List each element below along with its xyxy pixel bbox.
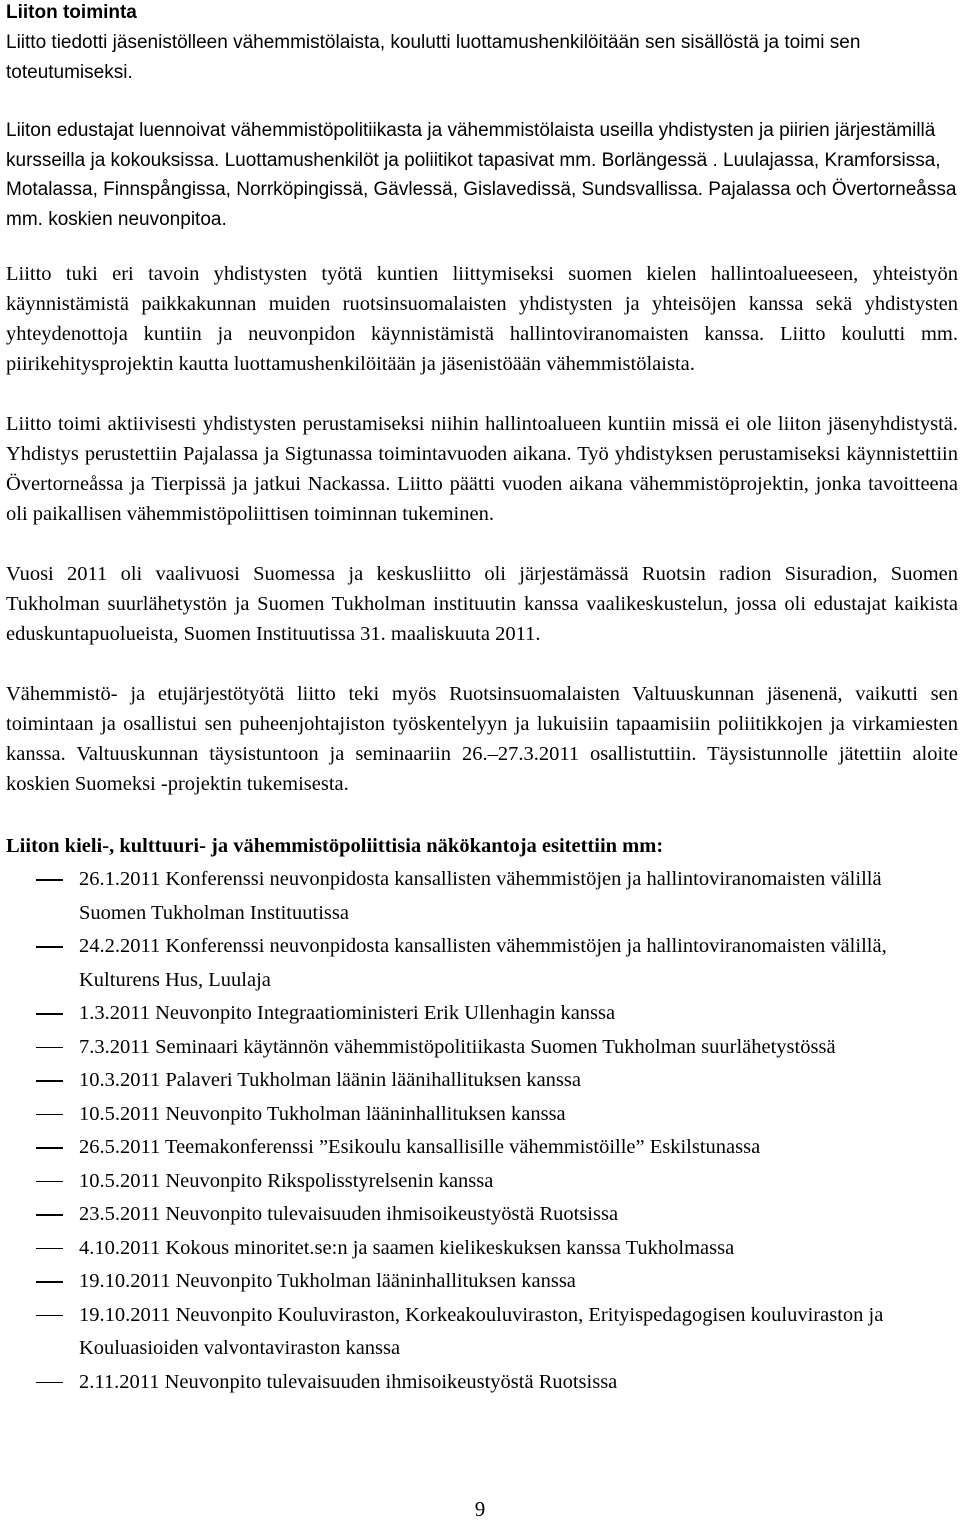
list-item [6,997,958,1031]
dash-bullet [36,1147,63,1149]
dash-bullet [36,1214,63,1216]
dash-bullet [36,1382,63,1384]
list-item [6,1265,958,1299]
list-item [6,863,958,930]
list-item [6,1098,958,1132]
dash-bullet [36,1248,63,1250]
list-item-text: 26.1.2011 Konferenssi neuvonpidosta kansallisten vähemmistöjen ja hallintoviranomaisten välillä Suomen Tukholman Instituutissa [79,868,882,924]
list-item [6,1232,958,1266]
paragraph-election-year: Vuosi 2011 oli vaalivuosi Suomessa ja keskusliitto oli järjestämässä Ruotsin radion Sisuradion, Suomen Tukholman suurlähetystön ja Suomen Tukholman instituutin kanssa vaalikeskustelun, jossa oli edustajat kaikista eduskuntapuolueista, Suomen Instituutissa 31. maaliskuuta 2011. [6,563,958,645]
dash-bullet [36,1080,63,1082]
dash-bullet [36,1047,63,1049]
list-item [6,1299,958,1366]
dash-bullet [36,946,63,948]
paragraph-founding: Liitto toimi aktiivisesti yhdistysten perustamiseksi niihin hallintoalueen kuntiin missä ei ole liiton jäsenyhdistystä. Yhdistys perustettiin Pajalassa ja Sigtunassa toimintavuoden aikana. Työ yhdistyksen perustamiseksi käynnistettiin Övertorneåssa ja Tierpissä ja jatkui Nackassa. Liitto päätti vuoden aikana vähemmistöprojektin, jonka tavoitteena oli paikallisen vähemmistöpoliittisen toiminnan tukeminen. [6,413,958,525]
list-item-text: 4.10.2011 Kokous minoritet.se:n ja saamen kielikeskuksen kanssa Tukholmassa [79,1236,735,1259]
list-item-text: 19.10.2011 Neuvonpito Tukholman lääninhallituksen kanssa [79,1270,576,1292]
list-item [6,1031,958,1065]
paragraph-delegation: Vähemmistö- ja etujärjestötyötä liitto teki myös Ruotsinsuomalaisten Valtuuskunnan jäsenenä, vaikutti sen toimintaan ja osallistui sen puheenjohtajiston työskentelyyn ja lukuisiin tapaamisiin poliitikkojen ja virkamiesten kanssa. Valtuuskunnan täysistuntoon ja seminaariin 26.–27.3.2011 osallistuttiin. Täysistunnolle jätettiin aloite koskien Suomeksi -projektin tukemisesta. [6,683,958,795]
list-item-text: 23.5.2011 Neuvonpito tulevaisuuden ihmisoikeustyöstä Ruotsissa [79,1203,619,1225]
list-item-text: 19.10.2011 Neuvonpito Kouluviraston, Korkeakouluviraston, Erityispedagogisen kouluviraston ja Kouluasioiden valvontaviraston kanssa [79,1303,884,1359]
list-item-text: 2.11.2011 Neuvonpito tulevaisuuden ihmisoikeustyöstä Ruotsissa [79,1370,618,1393]
events-list [6,863,958,1399]
page-number: 9 [474,1497,486,1521]
list-item-text: 10.5.2011 Neuvonpito Tukholman lääninhallituksen kanssa [79,1102,566,1125]
list-item-text: 24.2.2011 Konferenssi neuvonpidosta kansallisten vähemmistöjen ja hallintoviranomaisten välillä, Kulturens Hus, Luulaja [79,935,887,991]
list-item [6,930,958,997]
dash-bullet [36,1281,63,1283]
list-item-text: 10.5.2011 Neuvonpito Rikspolisstyrelsenin kanssa [79,1169,494,1192]
list-item [6,1064,958,1098]
list-item [6,1165,958,1199]
list-item [6,1198,958,1232]
dash-bullet [36,1315,63,1317]
paragraph-membership-info: Liitto tiedotti jäsenistölleen vähemmistölaista, koulutti luottamushenkilöitään sen sisällöstä ja toimi sen toteutumiseksi. [6,32,861,83]
document-page [6,0,958,1399]
dash-bullet [36,1181,63,1183]
list-item-text: 1.3.2011 Neuvonpito Integraatioministeri Erik Ullenhagin kanssa [79,1002,616,1024]
paragraph-support: Liitto tuki eri tavoin yhdistysten työtä kuntien liittymiseksi suomen kielen hallintoalueeseen, yhteistyön käynnistämistä paikkakunnan muiden ruotsinsuomalaisten yhdistysten ja yhteisöjen kanssa sekä yhdistysten yhteydenottoja kuntiin ja neuvonpidon käynnistämistä hallintoviranomaisten kanssa. Liitto koulutti mm. piirikehitysprojektin kautta luottamushenkilöitään ja jäsenistöään vähemmistölaista. [6,263,958,375]
dash-bullet [36,1114,63,1116]
list-item-text: 26.5.2011 Teemakonferenssi ”Esikoulu kansallisille vähemmistöille” Eskilstunassa [79,1136,761,1158]
dash-bullet [36,1013,63,1015]
list-item-text: 7.3.2011 Seminaari käytännön vähemmistöpolitiikasta Suomen Tukholman suurlähetystössä [79,1035,836,1058]
list-heading: Liiton kieli-, kulttuuri- ja vähemmistöpoliittisia näkökantoja esitettiin mm: [6,835,664,857]
list-item-text: 10.3.2011 Palaveri Tukholman läänin läänihallituksen kanssa [79,1069,581,1091]
list-item [6,1366,958,1400]
list-item [6,1131,958,1165]
section-title: Liiton toiminta [6,2,137,23]
dash-bullet [36,879,63,881]
paragraph-lectures: Liiton edustajat luennoivat vähemmistöpolitiikasta ja vähemmistölaista useilla yhdistysten ja piirien järjestämillä kursseilla ja kokouksissa. Luottamushenkilöt ja poliitikot tapasivat mm. Borlängessä . Luulajassa, Kramforsissa, Motalassa, Finnspångissa, Norrköpingissä, Gävlessä, Gislavedissä, Sundsvallissa. Pajalassa och Övertorneåssa mm. koskien neuvonpitoa. [6,120,957,230]
